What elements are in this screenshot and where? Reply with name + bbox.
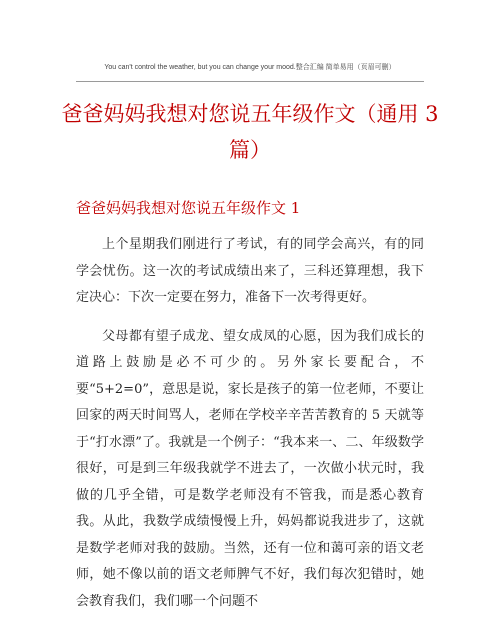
header-divider [76, 81, 424, 82]
page-header: You can't control the weather, but you can change your mood.整合汇编 简单易用（页眉可删） [104, 64, 396, 71]
section-heading: 爸爸妈妈我想对您说五年级作文 1 [76, 199, 301, 217]
body-text [76, 232, 424, 627]
paragraph: 上个星期我们刚进行了考试，有的同学会高兴，有的同学会忧伤。这一次的考试成绩出来了，三科还算理想，我下定决心：下次一定要在努力，准备下一次考得更好。 [76, 237, 424, 305]
paragraph: 父母都有望子成龙、望女成凤的心愿，因为我们成长的道路上鼓励是必不可少的。另外家长要配合，不要“5+2=0”，意思是说，家长是孩子的第一位老师，不要让回家的两天时间骂人，老师在学校辛辛苦苦教育的 5 天就等于“打水漂”了。我就是一个例子：“我本来一、二、年级数学很好，可是到三年级我就学不进去了，一次做小状元时，我做的几乎全错，可是数学老师没有不管我，而是悉心教育我。从此，我数学成绩慢慢上升，妈妈都说我进步了，这就是数学老师对我的鼓励。当然，还有一位和蔼可亲的语文老师，她不像以前的语文老师脾气不好，我们每次犯错时，她会教育我们，我们哪一个问题不 [76, 328, 424, 609]
document-title: 爸爸妈妈我想对您说五年级作文（通用 3 篇） [61, 102, 439, 162]
